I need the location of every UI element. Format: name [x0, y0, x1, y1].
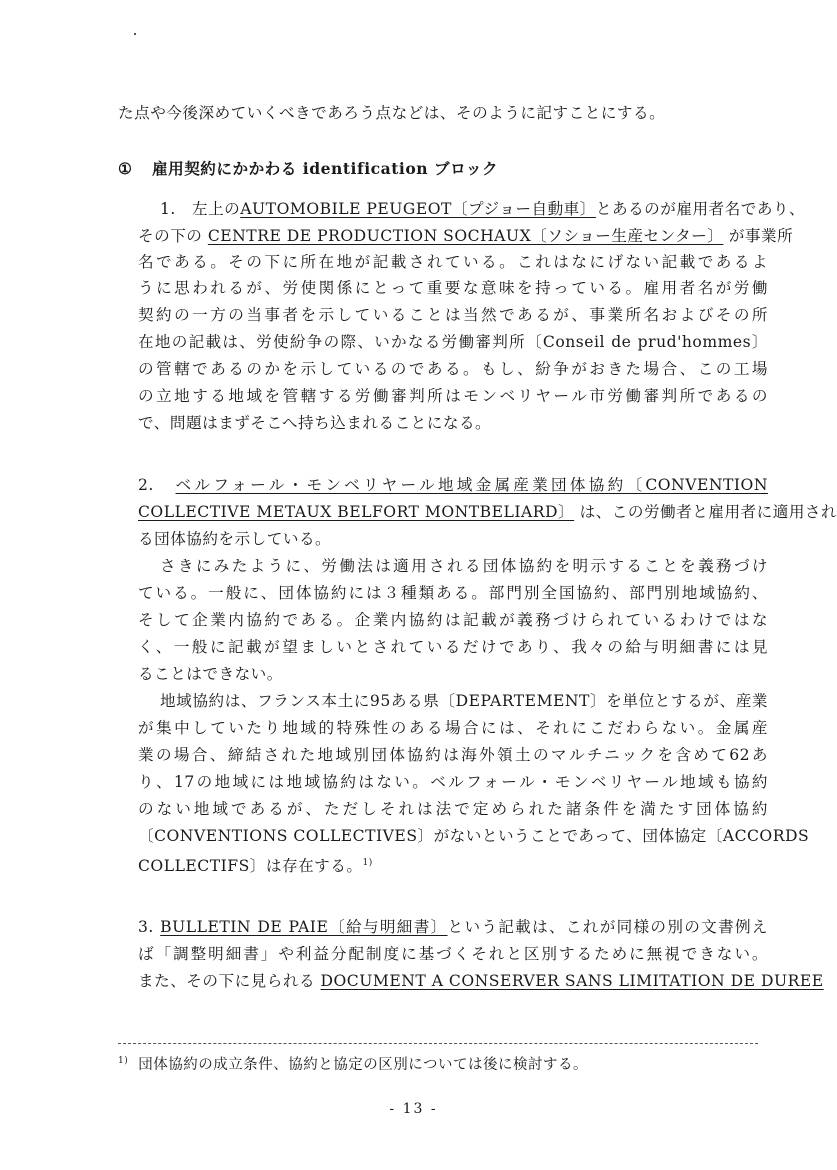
section2-line1-pre: 2.	[138, 476, 176, 494]
section2-line9: 地域協約は、フランス本土に95ある県〔DEPARTEMENT〕を単位とするが、産業	[160, 692, 768, 710]
pay-slip-label: BULLETIN DE PAIE〔給与明細書〕	[160, 918, 448, 936]
footnote-marker: 1)	[118, 1056, 129, 1066]
intro-line: た点や今後深めていくべきであろう点などは、そのように記すことにする。	[118, 104, 666, 122]
scan-speck	[134, 33, 136, 35]
section2-line3: る団体協約を示している。	[138, 530, 332, 548]
section2-line4: さきにみたように、労働法は適用される団体協約を明示することを義務づけ	[160, 557, 768, 575]
retention-notice: DOCUMENT A CONSERVER SANS LIMITATION DE DUREE	[320, 972, 824, 990]
section1-line6: 在地の記載は、労使紛争の際、いかなる労働審判所〔Conseil de prud'hommes〕	[138, 333, 768, 351]
section3-line3	[138, 972, 824, 990]
section2-line7: く、一般に記載が望ましいとされているだけであり、我々の給与明細書には見	[138, 638, 768, 656]
section2-line10: が集中していたり地域的特殊性のある場合には、それにこだわらない。金属産	[138, 719, 768, 737]
section1-line4: うに思われるが、労使関係にとって重要な意味を持っている。雇用者名が労働	[138, 279, 768, 297]
section1-line1	[160, 200, 806, 218]
section2-line12: り、17の地域には地域協約はない。ベルフォール・モンベリヤール地域も協約	[138, 773, 768, 791]
section2-line13: のない地域であるが、ただしそれは法で定められた諸条件を満たす団体協約	[138, 800, 768, 818]
section2-line2-post: は、この労働者と雇用者に適用され	[574, 503, 837, 521]
section2-line8: ることはできない。	[138, 665, 283, 683]
section1-line2-pre: その下の	[138, 227, 208, 245]
section2-line15-text: COLLECTIFS〕は存在する。	[138, 857, 363, 876]
section3-line1-pre: 3.	[138, 918, 161, 936]
section3-line1	[138, 918, 768, 936]
section3-line1-post: という記載は、これが同様の別の文書例え	[447, 918, 768, 936]
establishment-name: CENTRE DE PRODUCTION SOCHAUX〔ソショー生産センター〕	[207, 227, 724, 245]
section2-line15	[138, 854, 768, 875]
heading-number: ①	[118, 159, 133, 178]
section1-line2	[138, 227, 794, 245]
section2-line1	[138, 476, 768, 494]
section2-line14: 〔CONVENTIONS COLLECTIVES〕がないということであって、団体協定〔ACCORDS	[138, 827, 810, 845]
section3-line2: ば「調整明細書」や利益分配制度に基づくそれと区別するために無視できない。	[138, 945, 768, 963]
section2-line6: そして企業内協約である。企業内協約は記載が義務づけられているわけではな	[138, 611, 768, 629]
footnote-text: 団体協約の成立条件、協約と協定の区別については後に検討する。	[138, 1056, 588, 1073]
section1-line2-post: が事業所	[723, 227, 794, 245]
section2-line2	[138, 503, 837, 521]
section1-line3: 名である。その下に所在地が記載されている。これはなにげない記載であるよ	[138, 253, 768, 271]
section1-line8: の立地する地域を管轄する労働審判所はモンベリヤール市労働審判所であるの	[138, 387, 768, 405]
footnote	[118, 1052, 588, 1074]
collective-agreement-name-1: ベルフォール・モンベリヤール地域金属産業団体協約〔CONVENTION	[175, 476, 768, 494]
section2-line5: ている。一般に、団体協約には３種類ある。部門別全国協約、部門別地域協約、	[138, 584, 768, 602]
section1-line1-post: とあるのが雇用者名であり、	[595, 200, 806, 218]
page-number: - 13 -	[389, 1101, 438, 1117]
section1-line5: 契約の一方の当事者を示していることは当然であるが、事業所名およびその所	[138, 306, 768, 324]
section-heading	[118, 160, 498, 178]
heading-title: 雇用契約にかかわる identification ブロック	[152, 159, 499, 178]
section1-line9: で、問題はまずそこへ持ち込まれることになる。	[138, 414, 492, 432]
section3-line3-pre: また、その下に見られる	[138, 972, 321, 990]
section2-line11: 業の場合、締結された地域別団体協約は海外領土のマルチニックを含めて62あ	[138, 746, 768, 764]
section1-line1-pre: 1. 左上の	[160, 200, 241, 218]
employer-name: AUTOMOBILE PEUGEOT〔プジョー自動車〕	[240, 200, 596, 218]
footnote-reference[interactable]: 1)	[362, 858, 373, 868]
footnote-separator	[118, 1043, 758, 1044]
section1-line7: の管轄であるのかを示しているのである。もし、紛争がおきた場合、この工場	[138, 360, 768, 378]
collective-agreement-name-2: COLLECTIVE METAUX BELFORT MONTBELIARD〕	[138, 503, 575, 521]
